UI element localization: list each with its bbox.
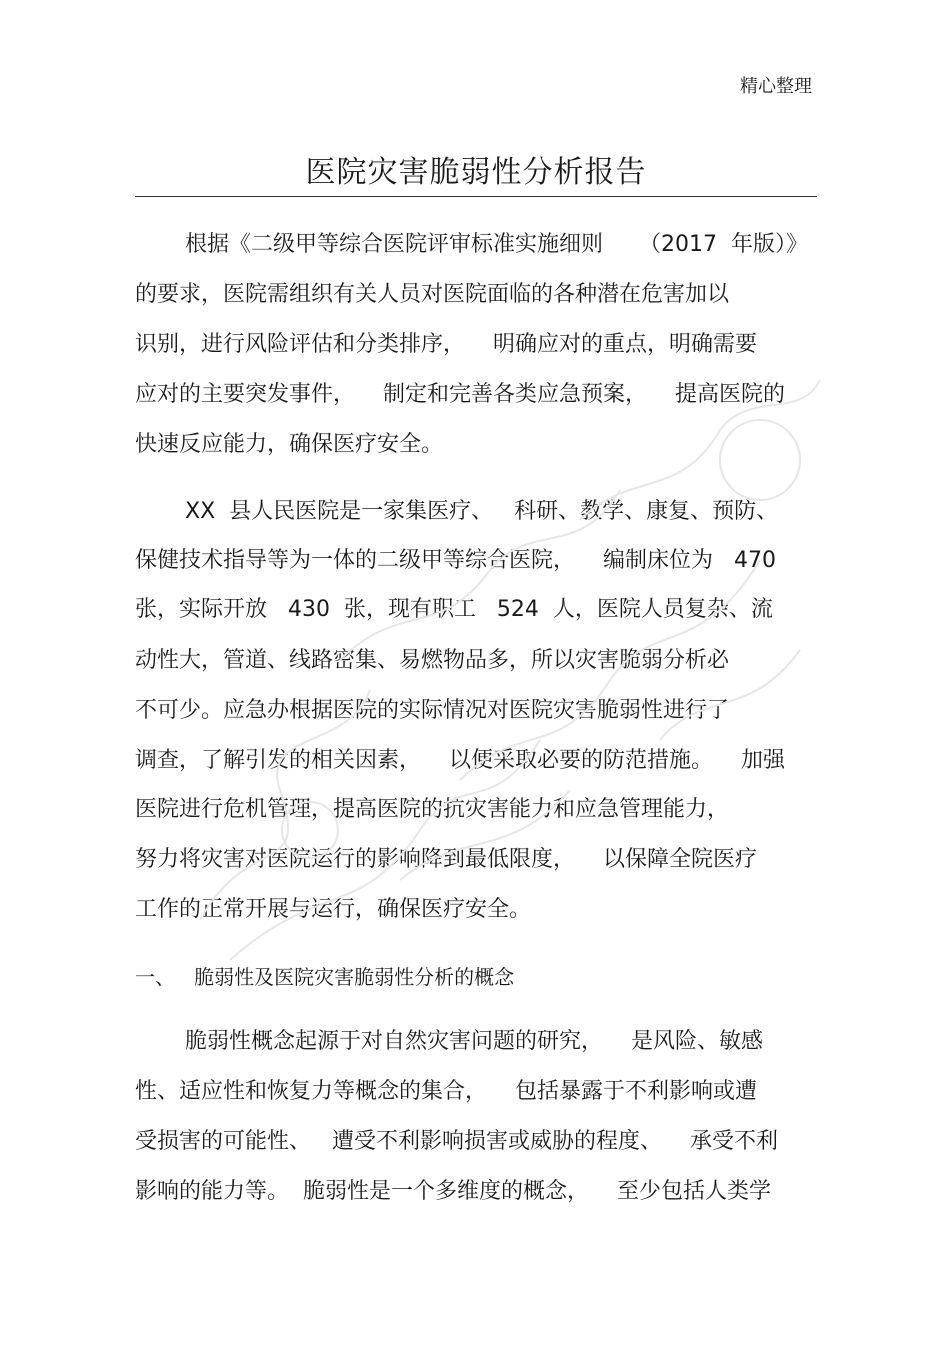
text-line: 影响的能力等。 脆弱性是一个多维度的概念， 至少包括人类学 (135, 1179, 771, 1204)
section-heading: 一、 脆弱性及医院灾害脆弱性分析的概念 (135, 965, 515, 989)
text-line: 工作的正常开展与运行，确保医疗安全。 (135, 897, 532, 922)
text-line: 医院进行危机管理，提高医院的抗灾害能力和应急管理能力， (135, 797, 730, 822)
text-line: 受损害的可能性、 遭受不利影响损害或威胁的程度、 承受不利 (135, 1129, 778, 1154)
text-line: 脆弱性概念起源于对自然灾害问题的研究， 是风险、敏感 (185, 1029, 763, 1054)
text-line: 不可少。应急办根据医院的实际情况对医院灾害脆弱性进行了 (135, 698, 730, 723)
text-line: 性、适应性和恢复力等概念的集合， 包括暴露于不利影响或遭 (135, 1079, 757, 1104)
text-line: 识别，进行风险评估和分类排序， 明确应对的重点，明确需要 (135, 332, 757, 357)
text-line: XX 县人民医院是一家集医疗、 科研、教学、康复、预防、 (185, 499, 779, 524)
title-underline (135, 196, 817, 197)
text-line: 调查，了解引发的相关因素， 以便采取必要的防范措施。 加强 (135, 748, 785, 773)
document-title: 医院灾害脆弱性分析报告 (305, 155, 647, 190)
header-note: 精心整理 (740, 76, 812, 97)
text-line: 的要求，医院需组织有关人员对医院面临的各种潜在危害加以 (135, 282, 730, 307)
text-line: 应对的主要突发事件， 制定和完善各类应急预案， 提高医院的 (135, 382, 785, 407)
text-line: 保健技术指导等为一体的二级甲等综合医院， 编制床位为 470 (135, 548, 776, 573)
text-line: 张，实际开放 430 张，现有职工 524 人，医院人员复杂、流 (135, 597, 773, 622)
text-line: 努力将灾害对医院运行的影响降到最低限度， 以保障全院医疗 (135, 847, 757, 872)
text-line: 动性大，管道、线路密集、易燃物品多，所以灾害脆弱分析必 (135, 648, 730, 673)
text-line: 根据《二级甲等综合医院评审标准实施细则 （2017 年版）》 (185, 232, 808, 257)
text-line: 快速反应能力，确保医疗安全。 (135, 432, 444, 457)
